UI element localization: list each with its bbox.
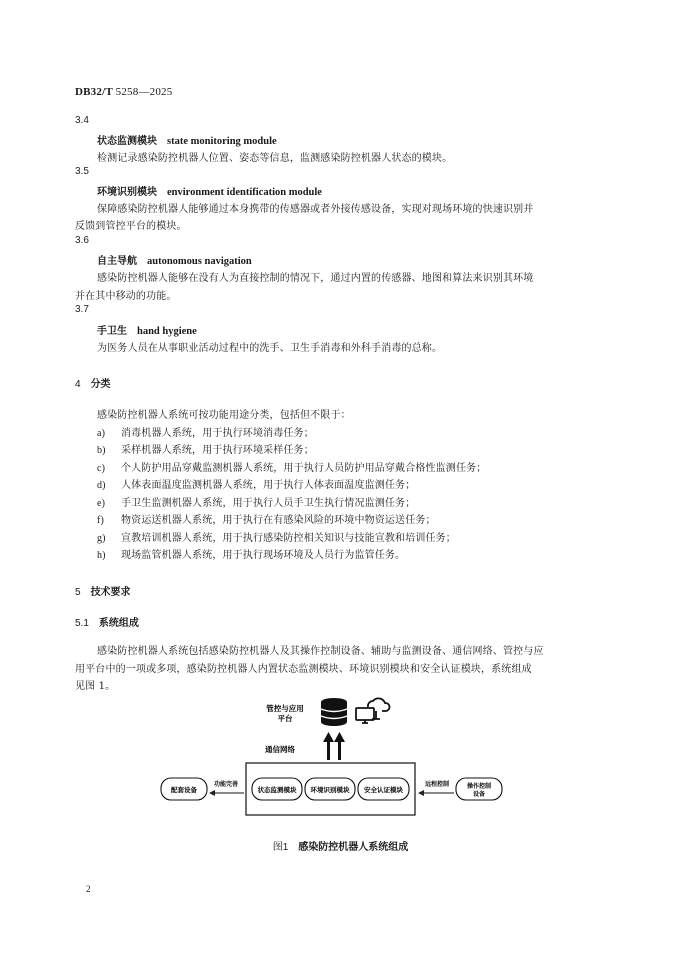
term-number: 3.4 — [75, 115, 89, 126]
list-letter: d) — [97, 480, 106, 491]
module-state-monitoring — [252, 778, 302, 800]
module-label: 安全认证模块 — [364, 786, 403, 794]
paragraph-line: 见图 1。 — [75, 681, 116, 692]
subsection-number: 5.1 — [75, 618, 89, 629]
term-definition-cont: 并在其中移动的功能。 — [75, 291, 177, 302]
list-text: 个人防护用品穿戴监测机器人系统，用于执行人员防护用品穿戴合格性监测任务； — [121, 463, 487, 474]
list-letter: e) — [97, 498, 106, 509]
operation-control-device — [456, 778, 502, 800]
list-text: 手卫生监测机器人系统，用于执行人员手卫生执行情况监测任务； — [121, 498, 416, 509]
term-chinese: 状态监测模块 — [97, 136, 157, 147]
paragraph-line: 用平台中的一项或多项，感染防控机器人内置状态监测模块、环境识别模块和安全认证模块，系统组成 — [75, 664, 532, 675]
list-letter: g) — [97, 533, 106, 544]
term-definition: 为医务人员在从事职业活动过程中的洗手、卫生手消毒和外科手消毒的总称。 — [97, 343, 443, 354]
device-label: 配套设备 — [171, 786, 197, 794]
list-letter: a) — [97, 428, 106, 439]
section-intro: 感染防控机器人系统可按功能用途分类，包括但不限于： — [97, 410, 351, 421]
list-text: 采样机器人系统，用于执行环境采样任务； — [121, 445, 314, 456]
list-letter: h) — [97, 550, 106, 561]
module-label: 状态监测模块 — [257, 786, 297, 794]
module-security-authentication — [358, 778, 409, 800]
term-chinese: 自主导航 — [97, 256, 137, 267]
left-arrow-label: 功能完善 — [213, 781, 239, 788]
subsection-title: 系统组成 — [98, 618, 139, 629]
term-definition: 检测记录感染防控机器人位置、姿态等信息，监测感染防控机器人状态的模块。 — [97, 153, 453, 164]
list-text: 现场监管机器人系统，用于执行现场环境及人员行为监管任务。 — [121, 550, 406, 561]
module-label: 环境识别模块 — [310, 786, 350, 794]
figure-title: 感染防控机器人系统组成 — [298, 842, 409, 853]
list-text: 人体表面温度监测机器人系统，用于执行人体表面温度监测任务； — [121, 480, 416, 491]
platform-label-line2: 平台 — [277, 714, 293, 723]
up-arrows-icon — [323, 732, 345, 760]
paragraph-line: 感染防控机器人系统包括感染防控机器人及其操作控制设备、辅助与监测设备、通信网络、管控与应 — [97, 646, 544, 657]
right-arrow-label: 远程控制 — [424, 781, 450, 788]
platform-label-line1: 管控与应用 — [266, 704, 304, 713]
list-letter: c) — [97, 463, 106, 474]
device-label-line1: 操作控制 — [466, 783, 492, 790]
term-definition: 保障感染防控机器人能够通过本身携带的传感器或者外接传感设备，实现对现场环境的快速识别并 — [97, 204, 534, 215]
database-icon — [321, 698, 347, 726]
list-text: 宣教培训机器人系统，用于执行感染防控相关知识与技能宣教和培训任务； — [121, 533, 456, 544]
section-title: 分类 — [90, 379, 111, 390]
network-label: 通信网络 — [265, 745, 295, 754]
list-letter: f) — [97, 515, 104, 526]
supporting-device — [161, 778, 207, 800]
list-letter: b) — [97, 445, 106, 456]
term-number: 3.6 — [75, 235, 89, 246]
list-text: 物资运送机器人系统，用于执行在有感染风险的环境中物资运送任务； — [121, 515, 436, 526]
module-environment-identification — [305, 778, 355, 800]
section-title: 技术要求 — [90, 587, 131, 598]
page-number: 2 — [86, 884, 91, 894]
term-english: hand hygiene — [137, 326, 197, 337]
figure-number: 图1 — [272, 842, 289, 853]
cloud-computer-icon — [356, 698, 390, 723]
section-number: 5 — [75, 587, 81, 598]
term-english: autonomous navigation — [147, 256, 252, 267]
term-chinese: 环境识别模块 — [97, 187, 157, 198]
term-english: environment identification module — [167, 187, 322, 198]
section-number: 4 — [75, 379, 81, 390]
standard-code-prefix: DB32/T — [75, 86, 113, 98]
term-definition-cont: 反馈到管控平台的模块。 — [75, 221, 187, 232]
device-label-line2: 设备 — [472, 791, 486, 798]
term-chinese: 手卫生 — [97, 326, 127, 337]
figure-caption — [0, 838, 681, 853]
standard-code-year: 5258—2025 — [115, 86, 173, 98]
list-text: 消毒机器人系统，用于执行环境消毒任务； — [121, 428, 314, 439]
term-number: 3.7 — [75, 304, 89, 315]
term-english: state monitoring module — [167, 136, 277, 147]
term-number: 3.5 — [75, 166, 89, 177]
term-definition: 感染防控机器人能够在没有人为直接控制的情况下，通过内置的传感器、地图和算法来识别其环境 — [97, 273, 534, 284]
